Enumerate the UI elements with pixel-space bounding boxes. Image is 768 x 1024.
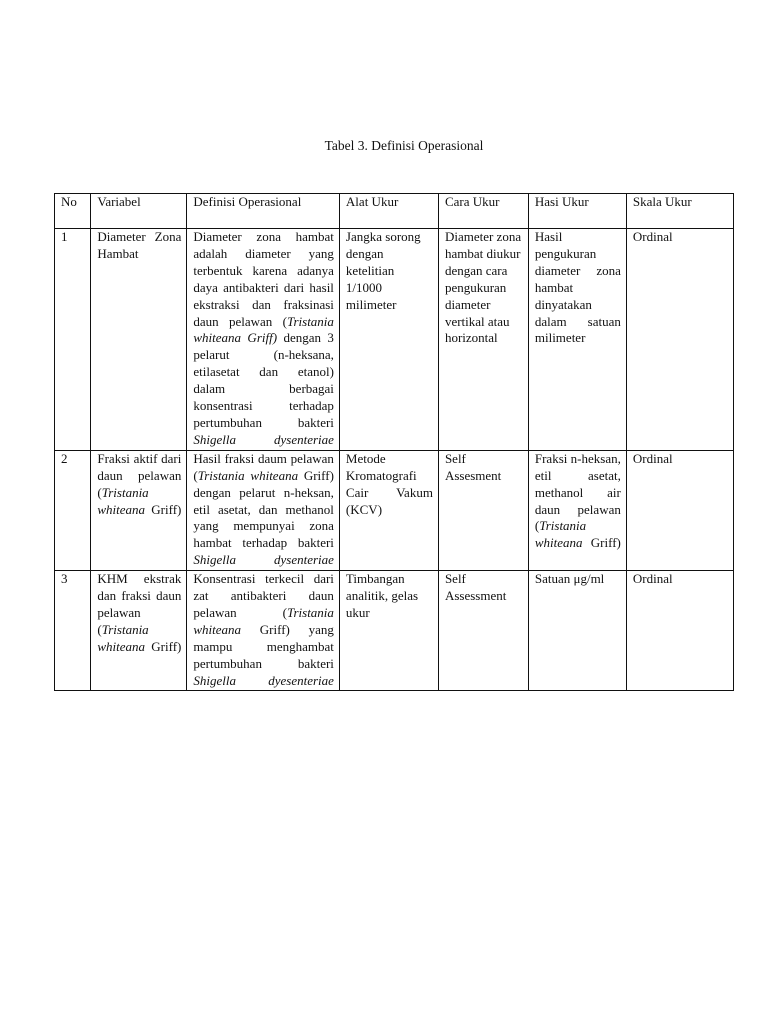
cell-text: Diameter zona hambat diukur dengan cara pengukuran diameter vertikal atau horizontal xyxy=(444,229,522,346)
cell-no xyxy=(55,450,91,570)
cell-definisi xyxy=(187,571,340,691)
table-header xyxy=(55,194,734,229)
cell-alat-ukur xyxy=(339,571,438,691)
cell-definisi xyxy=(187,450,340,570)
cell-variabel xyxy=(91,571,187,691)
header-skala-ukur: Skala Ukur xyxy=(626,194,733,229)
italic-text: Shigella dysenteriae xyxy=(193,431,334,447)
cell-text: Diameter Zona Hambat xyxy=(97,229,182,261)
text-segment: Diameter zona hambat adalah diameter yang terbentuk karena adanya daya antibakteri dari hasil ekstraksi dan fraksinasi daun pelawan ( xyxy=(193,229,334,329)
italic-text: Tristania whiteana Griff) xyxy=(193,313,334,346)
cell-text: Self Assesment xyxy=(444,450,502,483)
italic-text: Tristania whiteana xyxy=(97,621,149,654)
cell-text: Timbangan analitik, gelas ukur xyxy=(345,571,419,620)
header-variabel: Variabel xyxy=(91,194,187,229)
cell-text: 2 xyxy=(61,450,68,466)
cell-text: Metode Kromatografi Cair Vakum (KCV) xyxy=(345,450,433,517)
header-hasil-ukur: Hasi Ukur xyxy=(528,194,626,229)
cell-no xyxy=(55,229,91,451)
cell-cara-ukur xyxy=(438,229,528,451)
cell-text: Self Assessment xyxy=(444,571,507,604)
cell-skala-ukur xyxy=(626,571,733,691)
text-segment: dengan 3 pelarut (n-heksana, etilasetat dan etanol) dalam berbagai konsentrasi terhadap pertumbuhan bakteri xyxy=(193,330,334,430)
italic-text: Tristania whiteana xyxy=(193,604,334,637)
header-cara-ukur: Cara Ukur xyxy=(438,194,528,229)
text-segment: Fraksi aktif dari daun pelawan ( xyxy=(97,450,182,500)
header-alat-ukur: Alat Ukur xyxy=(339,194,438,229)
cell-hasil-ukur xyxy=(528,450,626,570)
header-row xyxy=(55,194,734,229)
cell-hasil-ukur xyxy=(528,571,626,691)
cell-text: Jangka sorong dengan ketelitian 1/1000 milimeter xyxy=(345,229,421,312)
italic-text: Shigella dysenteriae xyxy=(193,552,334,568)
text-segment: Satuan μg/ml xyxy=(534,571,605,587)
text-segment: Griff) xyxy=(145,638,182,654)
cell-text: 1 xyxy=(61,229,68,244)
italic-text: Tristania whiteana xyxy=(534,518,587,551)
text-segment: Griff) xyxy=(582,535,621,551)
definisi-operasional-table xyxy=(54,193,734,691)
text-segment: Hasil fraksi daum pelawan ( xyxy=(193,450,334,483)
cell-cara-ukur xyxy=(438,450,528,570)
text-segment: Hasil pengukuran diameter zona hambat dinyatakan dalam satuan milimeter xyxy=(534,229,621,346)
cell-skala-ukur xyxy=(626,229,733,451)
cell-text: Ordinal xyxy=(632,450,673,466)
cell-alat-ukur xyxy=(339,450,438,570)
text-segment: Griff) yang mampu menghambat pertumbuhan bakteri xyxy=(193,621,334,671)
cell-text: Ordinal xyxy=(632,229,673,244)
table-row xyxy=(55,229,734,451)
italic-text: Shigella dyesenteriae xyxy=(193,672,334,688)
cell-variabel xyxy=(91,229,187,451)
text-segment: Griff) dengan pelarut n-heksan, etil asetat, dan methanol yang mempunyai zona hambat terhadap bakteri xyxy=(193,467,334,551)
cell-definisi xyxy=(187,229,340,451)
table-caption: Tabel 3. Definisi Operasional xyxy=(324,138,484,153)
text-segment: Fraksi n-heksan, etil asetat, methanol air daun pelawan ( xyxy=(534,450,621,534)
header-no: No xyxy=(55,194,91,229)
table-row xyxy=(55,450,734,570)
header-definisi: Definisi Operasional xyxy=(187,194,340,229)
table-row xyxy=(55,571,734,691)
cell-no xyxy=(55,571,91,691)
cell-skala-ukur xyxy=(626,450,733,570)
cell-cara-ukur xyxy=(438,571,528,691)
text-segment: KHM ekstrak dan fraksi daun pelawan ( xyxy=(97,571,182,637)
text-segment: Konsentrasi terkecil dari zat antibakteri daun pelawan ( xyxy=(193,571,334,620)
cell-hasil-ukur xyxy=(528,229,626,451)
cell-alat-ukur xyxy=(339,229,438,451)
cell-text: Ordinal xyxy=(632,571,673,587)
text-segment: Griff) xyxy=(145,501,182,517)
cell-variabel xyxy=(91,450,187,570)
table-body xyxy=(55,229,734,691)
italic-text: Tristania whiteana xyxy=(197,467,299,483)
cell-text: 3 xyxy=(61,571,68,587)
italic-text: Tristania whiteana xyxy=(97,484,149,517)
